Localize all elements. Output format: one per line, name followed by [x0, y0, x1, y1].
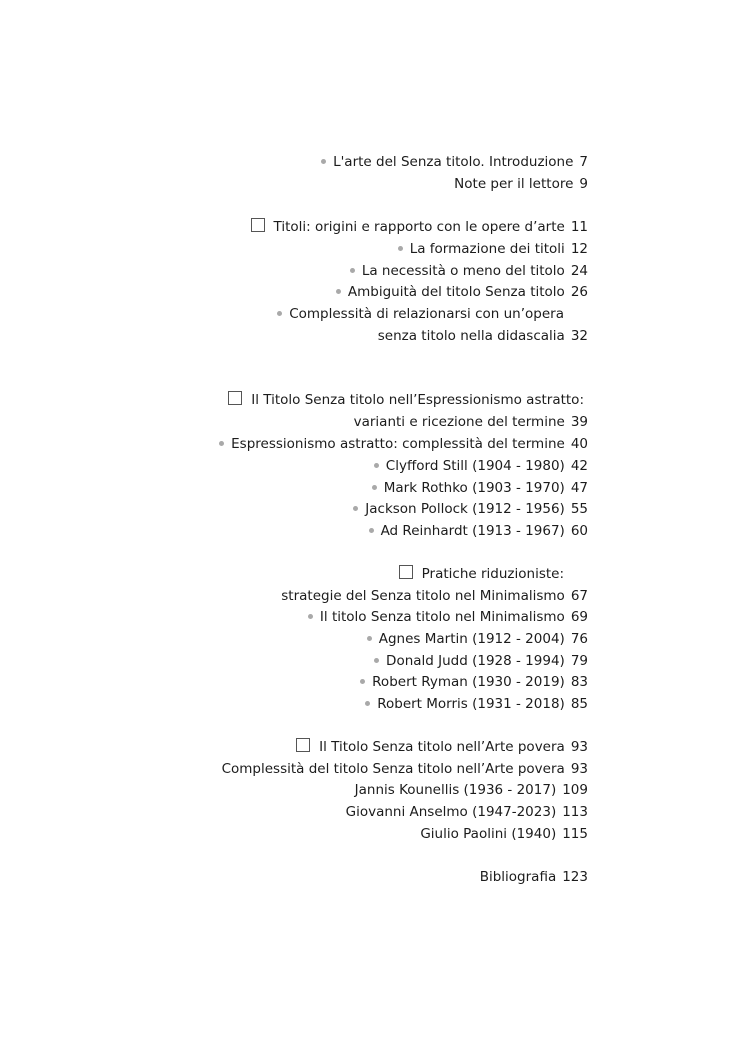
- toc-entry: [251, 219, 589, 235]
- bullet-dot-icon: [369, 528, 374, 533]
- toc-entry-title: La formazione dei titoli: [409, 241, 565, 257]
- toc-entry-page: 85: [570, 696, 588, 712]
- toc-entry: [398, 241, 588, 257]
- toc-entry: [360, 674, 588, 690]
- toc-entry: [480, 869, 588, 885]
- toc-entry-title: Donald Judd (1928 - 1994): [386, 653, 565, 669]
- toc-entry: [336, 284, 588, 300]
- bullet-dot-icon: [360, 679, 365, 684]
- toc-entry: [222, 761, 588, 777]
- toc-entry-page: 69: [570, 609, 588, 625]
- toc-entry: [277, 306, 564, 322]
- toc-entry-page: 26: [570, 284, 588, 300]
- toc-entry-title: strategie del Senza titolo nel Minimalismo: [281, 588, 565, 604]
- toc-entry-page: 32: [570, 328, 588, 344]
- toc-entry-title: Complessità di relazionarsi con un’opera: [289, 306, 564, 322]
- toc-entry-page: 76: [570, 631, 588, 647]
- toc-entry-title: Robert Morris (1931 - 2018): [377, 696, 565, 712]
- toc-entry-title: Giulio Paolini (1940): [420, 826, 557, 842]
- toc-entry-page: 113: [562, 804, 588, 820]
- bullet-dot-icon: [374, 658, 379, 663]
- toc-entry-page: 93: [570, 761, 588, 777]
- toc-entry-title: Note per il lettore: [454, 176, 574, 192]
- toc-entry-page: 93: [570, 739, 588, 755]
- toc-entry-title: Complessità del titolo Senza titolo nell’Arte povera: [221, 761, 565, 777]
- toc-entry-title: Titoli: origini e rapporto con le opere d’arte: [273, 219, 565, 235]
- toc-entry-page: 47: [570, 480, 588, 496]
- toc-entry-title: Il Titolo Senza titolo nell’Espressionismo astratto:: [251, 392, 584, 408]
- toc-entry: [399, 566, 564, 582]
- toc-entry-title: Ambiguità del titolo Senza titolo: [347, 284, 565, 300]
- toc-entry: [420, 826, 588, 842]
- toc-entry-title: Mark Rothko (1903 - 1970): [383, 480, 565, 496]
- toc-entry: [346, 804, 588, 820]
- toc-entry-page: 11: [570, 219, 588, 235]
- toc-entry-title: Agnes Martin (1912 - 2004): [378, 631, 565, 647]
- toc-entry: [308, 609, 588, 625]
- toc-entry: [367, 631, 588, 647]
- toc-entry-title: Clyfford Still (1904 - 1980): [385, 458, 565, 474]
- toc-entry-page: 42: [570, 458, 588, 474]
- toc-entry: [374, 653, 588, 669]
- bullet-dot-icon: [336, 289, 341, 294]
- bullet-dot-icon: [219, 441, 224, 446]
- bullet-dot-icon: [321, 159, 326, 164]
- toc-entry: [281, 588, 588, 604]
- toc-entry: [219, 436, 588, 452]
- toc-entry: [350, 263, 588, 279]
- toc-entry-title: Pratiche riduzioniste:: [421, 566, 564, 582]
- section-square-icon: [228, 391, 242, 405]
- toc-entry-title: Bibliografia: [479, 869, 557, 885]
- section-square-icon: [251, 218, 265, 232]
- toc-entry-title: Giovanni Anselmo (1947-2023): [345, 804, 557, 820]
- toc-entry-title: varianti e ricezione del termine: [353, 414, 565, 430]
- bullet-dot-icon: [353, 506, 358, 511]
- toc-entry-page: 9: [579, 176, 588, 192]
- toc-entry-page: 12: [570, 241, 588, 257]
- toc-entry-page: 79: [570, 653, 588, 669]
- bullet-dot-icon: [398, 246, 403, 251]
- bullet-dot-icon: [372, 485, 377, 490]
- toc-entry: [355, 782, 588, 798]
- toc-entry-page: 67: [570, 588, 588, 604]
- bullet-dot-icon: [277, 311, 282, 316]
- toc-entry-page: 55: [570, 501, 588, 517]
- toc-entry-title: Jackson Pollock (1912 - 1956): [365, 501, 565, 517]
- toc-entry: [378, 328, 588, 344]
- toc-entry: [369, 523, 588, 539]
- toc-entry-title: Il Titolo Senza titolo nell’Arte povera: [319, 739, 565, 755]
- bullet-dot-icon: [350, 268, 355, 273]
- toc-entry-title: Ad Reinhardt (1913 - 1967): [380, 523, 565, 539]
- toc-entry: [372, 480, 588, 496]
- toc-entry-title: senza titolo nella didascalia: [377, 328, 565, 344]
- toc-entry-page: 60: [570, 523, 588, 539]
- toc-entry-title: Jannis Kounellis (1936 - 2017): [354, 782, 557, 798]
- toc-entry-page: 39: [570, 414, 588, 430]
- toc-entry-title: Il titolo Senza titolo nel Minimalismo: [319, 609, 565, 625]
- toc-entry-title: L'arte del Senza titolo. Introduzione: [333, 154, 574, 170]
- toc-entry: [353, 501, 588, 517]
- toc-entry: [454, 176, 588, 192]
- toc-entry: [374, 458, 588, 474]
- toc-entry-page: 24: [570, 263, 588, 279]
- bullet-dot-icon: [374, 463, 379, 468]
- bullet-dot-icon: [308, 614, 313, 619]
- toc-entry: [354, 414, 588, 430]
- toc-entry-page: 123: [562, 869, 588, 885]
- toc-entry-title: La necessità o meno del titolo: [361, 263, 565, 279]
- toc-entry: [228, 392, 584, 408]
- toc-entry-page: 40: [570, 436, 588, 452]
- bullet-dot-icon: [367, 636, 372, 641]
- toc-entry-title: Espressionismo astratto: complessità del termine: [231, 436, 565, 452]
- section-square-icon: [296, 738, 310, 752]
- toc-entry: [365, 696, 588, 712]
- toc-entry-title: Robert Ryman (1930 - 2019): [372, 674, 565, 690]
- section-square-icon: [399, 565, 413, 579]
- toc-entry-page: 115: [562, 826, 588, 842]
- toc-entry: [321, 154, 588, 170]
- toc-entry-page: 7: [579, 154, 588, 170]
- bullet-dot-icon: [365, 701, 370, 706]
- toc-entry: [296, 739, 588, 755]
- toc-entry-page: 83: [570, 674, 588, 690]
- toc-entry-page: 109: [562, 782, 588, 798]
